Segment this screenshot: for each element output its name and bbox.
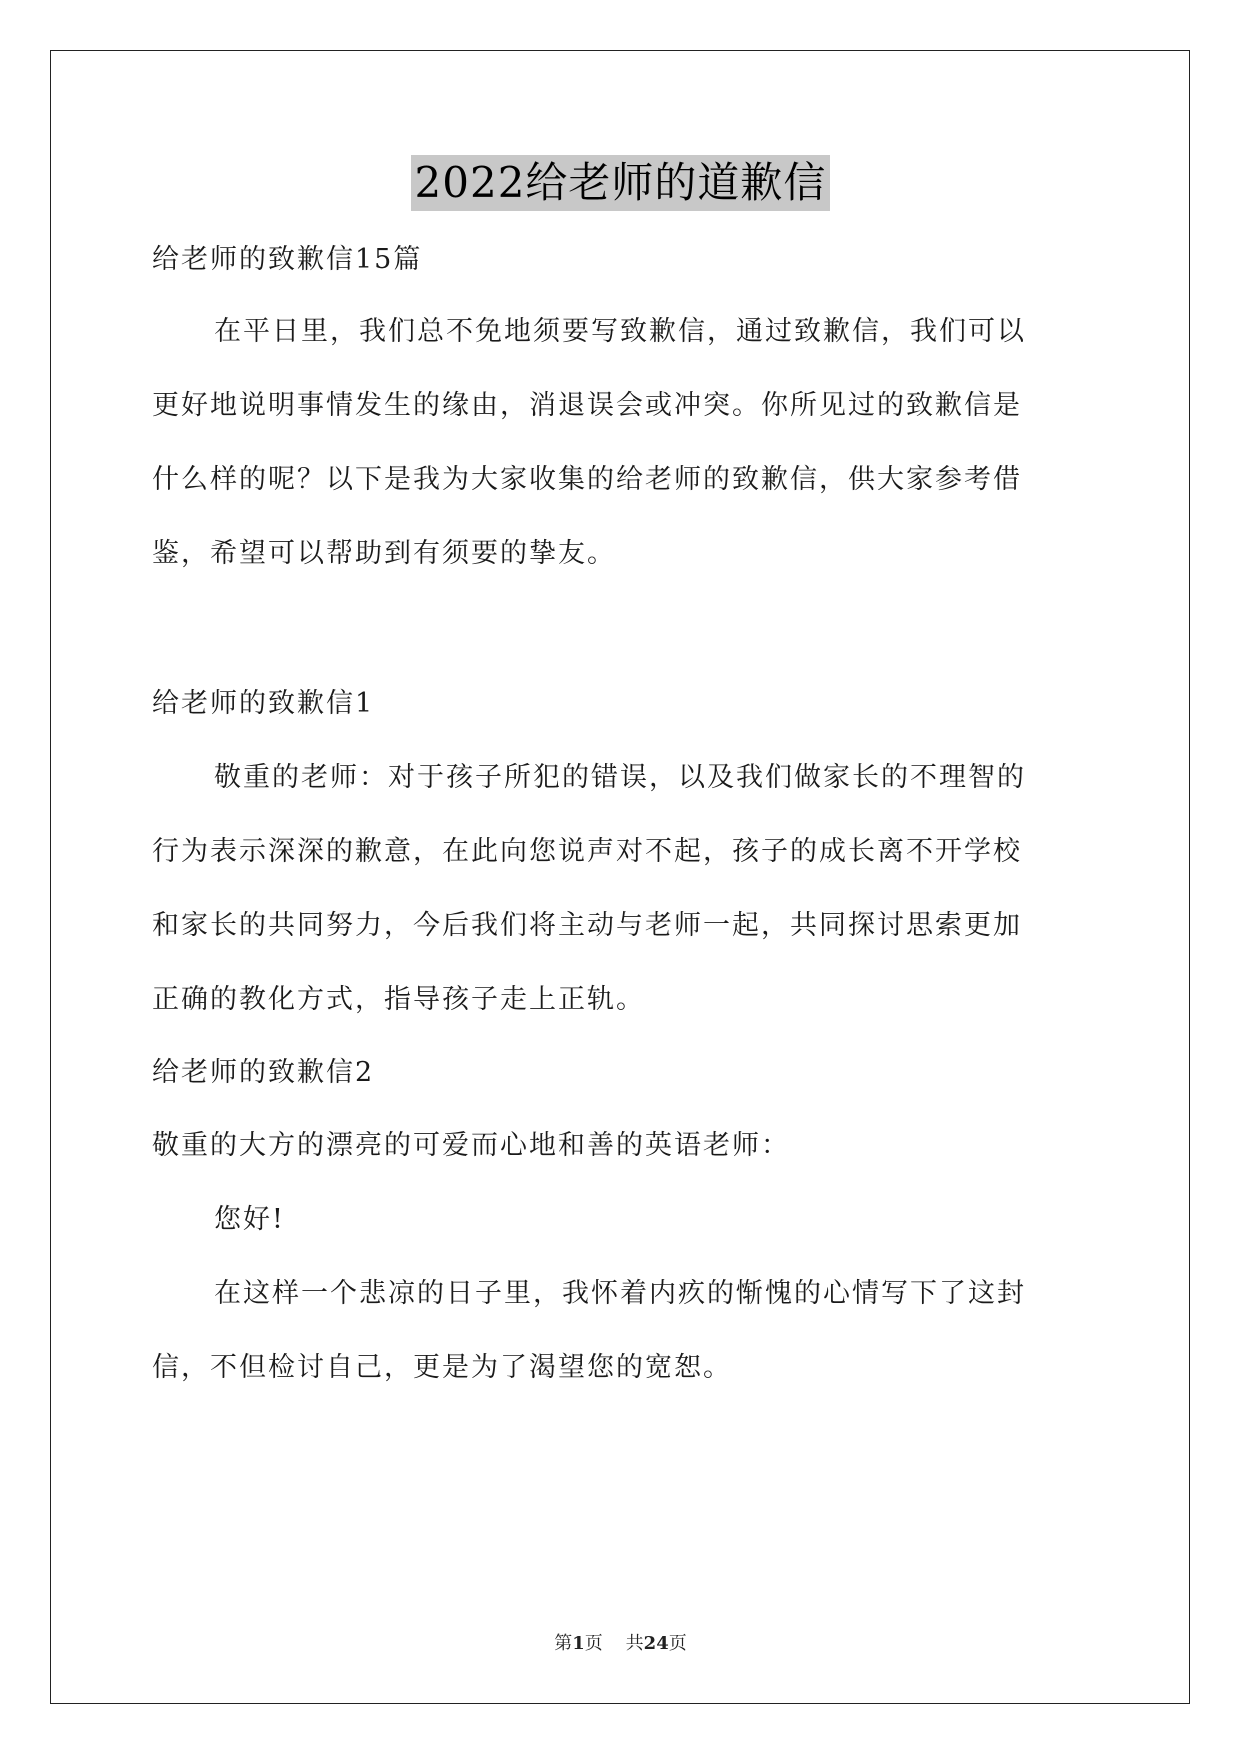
footer-prefix: 第 — [554, 1633, 573, 1654]
title-container — [0, 155, 1241, 211]
salutation-line: 敬重的大方的漂亮的可爱而心地和善的英语老师： — [152, 1130, 790, 1161]
footer-total-prefix: 共 — [625, 1633, 644, 1654]
paragraph-line: 鉴，希望可以帮助到有须要的挚友。 — [152, 538, 616, 569]
paragraph-line: 正确的教化方式，指导孩子走上正轨。 — [152, 984, 645, 1015]
footer-page-word: 页 — [584, 1633, 603, 1654]
paragraph-line: 敬重的老师：对于孩子所犯的错误，以及我们做家长的不理智的 — [214, 762, 1026, 793]
page-border — [50, 50, 1190, 1704]
paragraph-line: 什么样的呢？以下是我为大家收集的给老师的致歉信，供大家参考借 — [152, 464, 1022, 495]
footer-total-suffix: 页 — [668, 1633, 687, 1654]
greeting-line: 您好! — [214, 1204, 285, 1235]
paragraph-line: 行为表示深深的歉意，在此向您说声对不起，孩子的成长离不开学校 — [152, 836, 1022, 867]
paragraph-line: 信，不但检讨自己，更是为了渴望您的宽恕。 — [152, 1352, 732, 1383]
subtitle-line: 给老师的致歉信15篇 — [152, 244, 423, 275]
footer-current-page: 1 — [572, 1633, 585, 1654]
footer-total-pages: 24 — [643, 1633, 669, 1654]
paragraph-line: 更好地说明事情发生的缘由，消退误会或冲突。你所见过的致歉信是 — [152, 390, 1022, 421]
paragraph-line: 在平日里，我们总不免地须要写致歉信，通过致歉信，我们可以 — [214, 316, 1026, 347]
paragraph-line: 和家长的共同努力，今后我们将主动与老师一起，共同探讨思索更加 — [152, 910, 1022, 941]
page-footer — [0, 1632, 1241, 1656]
section-heading-2: 给老师的致歉信2 — [152, 1057, 375, 1088]
section-heading-1: 给老师的致歉信1 — [152, 688, 375, 719]
paragraph-line: 在这样一个悲凉的日子里，我怀着内疚的惭愧的心情写下了这封 — [214, 1278, 1026, 1309]
document-title: 2022给老师的道歉信 — [411, 155, 831, 211]
